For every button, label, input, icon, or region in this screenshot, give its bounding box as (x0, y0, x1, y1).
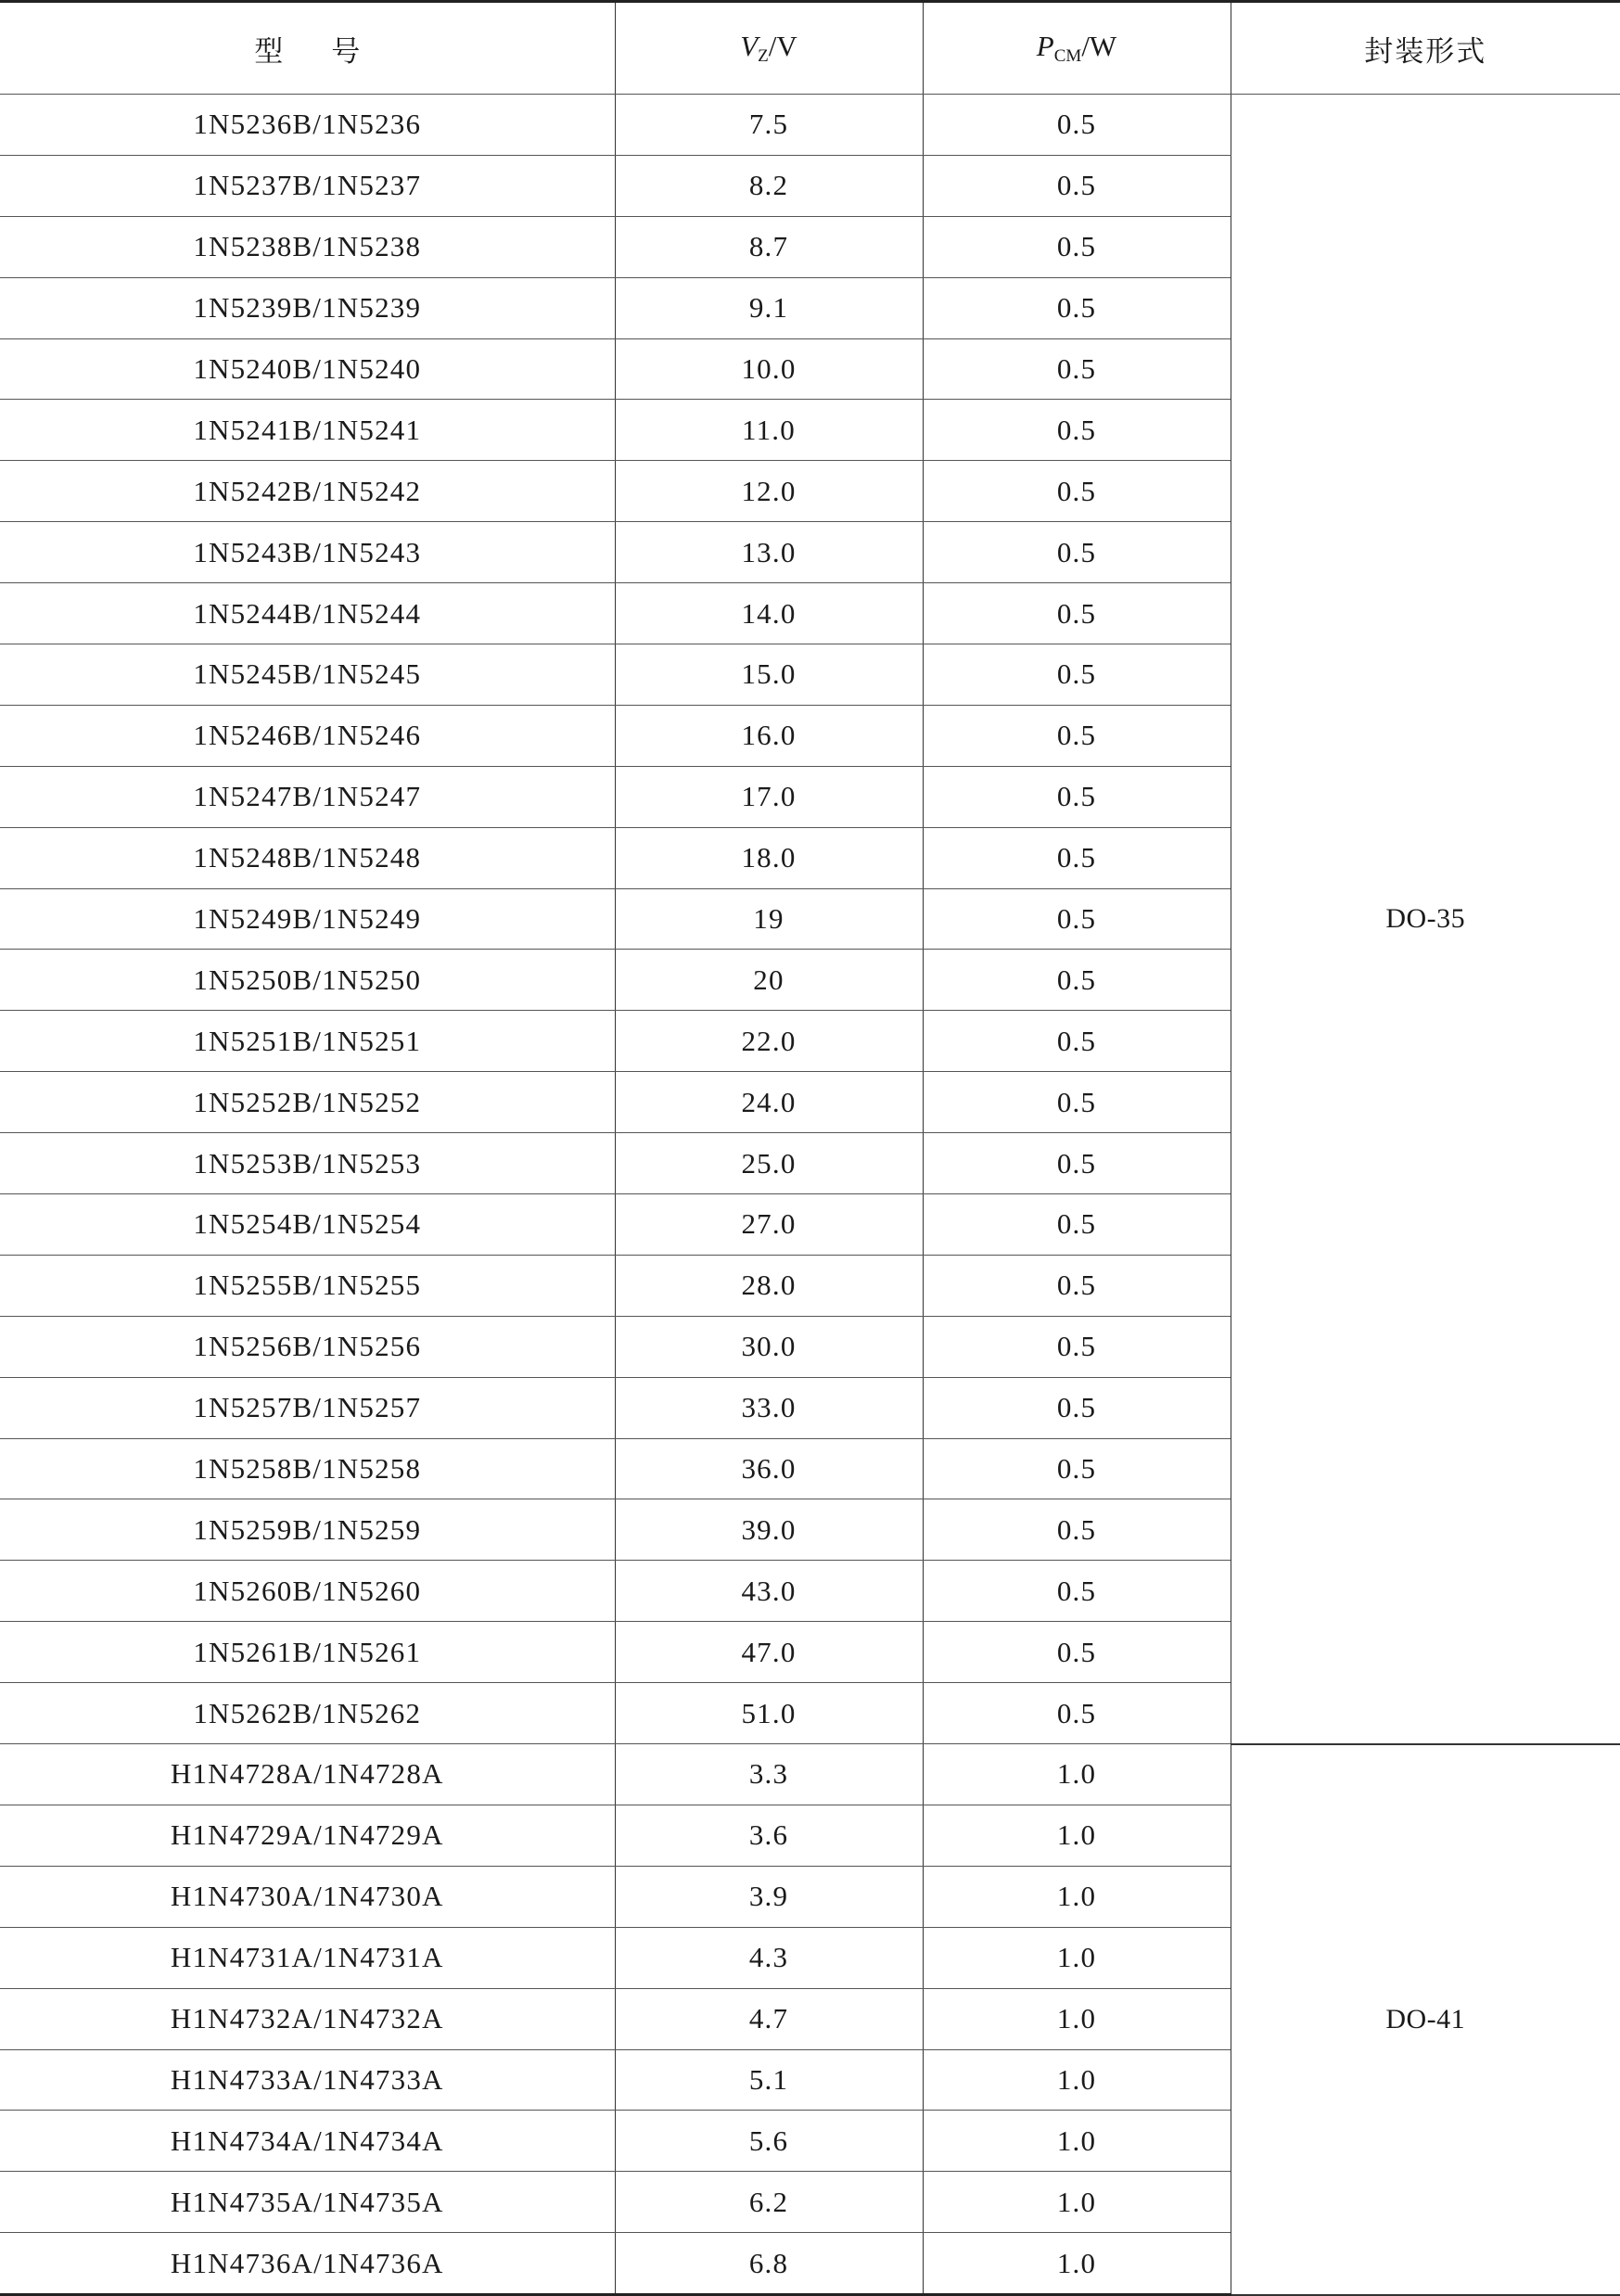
model-cell: 1N5243B/1N5243 (0, 522, 615, 583)
pcm-cell: 0.5 (923, 1622, 1231, 1683)
model-cell: 1N5236B/1N5236 (0, 95, 615, 156)
header-pcm-unit: /W (1081, 30, 1117, 62)
vz-cell: 3.3 (615, 1744, 923, 1805)
model-cell: H1N4730A/1N4730A (0, 1866, 615, 1927)
model-cell: 1N5238B/1N5238 (0, 216, 615, 277)
pcm-cell: 1.0 (923, 1744, 1231, 1805)
model-cell: 1N5262B/1N5262 (0, 1683, 615, 1744)
pcm-cell: 0.5 (923, 277, 1231, 338)
pcm-cell: 0.5 (923, 1499, 1231, 1561)
vz-cell: 15.0 (615, 644, 923, 706)
vz-cell: 33.0 (615, 1377, 923, 1438)
vz-cell: 39.0 (615, 1499, 923, 1561)
pcm-cell: 0.5 (923, 950, 1231, 1011)
header-pcm-symbol: P (1036, 30, 1054, 62)
vz-cell: 25.0 (615, 1133, 923, 1194)
vz-cell: 22.0 (615, 1011, 923, 1072)
model-cell: 1N5256B/1N5256 (0, 1316, 615, 1377)
pcm-cell: 0.5 (923, 1683, 1231, 1744)
package-cell: DO-41 (1231, 1744, 1620, 2295)
model-cell: H1N4735A/1N4735A (0, 2172, 615, 2233)
model-cell: 1N5252B/1N5252 (0, 1072, 615, 1133)
pcm-cell: 1.0 (923, 1927, 1231, 1988)
model-cell: 1N5245B/1N5245 (0, 644, 615, 706)
vz-cell: 30.0 (615, 1316, 923, 1377)
vz-cell: 8.2 (615, 155, 923, 216)
package-cell: DO-35 (1231, 95, 1620, 1744)
pcm-cell: 0.5 (923, 888, 1231, 950)
pcm-cell: 1.0 (923, 2233, 1231, 2295)
pcm-cell: 1.0 (923, 2172, 1231, 2233)
vz-cell: 51.0 (615, 1683, 923, 1744)
model-cell: H1N4729A/1N4729A (0, 1805, 615, 1866)
model-cell: H1N4734A/1N4734A (0, 2111, 615, 2172)
pcm-cell: 1.0 (923, 1866, 1231, 1927)
pcm-cell: 1.0 (923, 2111, 1231, 2172)
pcm-cell: 0.5 (923, 1316, 1231, 1377)
model-cell: 1N5254B/1N5254 (0, 1194, 615, 1256)
vz-cell: 3.9 (615, 1866, 923, 1927)
pcm-cell: 0.5 (923, 95, 1231, 156)
model-cell: 1N5247B/1N5247 (0, 766, 615, 827)
table-body (0, 95, 1620, 2295)
pcm-cell: 0.5 (923, 1072, 1231, 1133)
pcm-cell: 0.5 (923, 522, 1231, 583)
header-vz-symbol: V (740, 30, 759, 62)
pcm-cell: 0.5 (923, 705, 1231, 766)
model-cell: 1N5255B/1N5255 (0, 1255, 615, 1316)
header-package-label: 封装形式 (1364, 34, 1487, 68)
pcm-cell: 0.5 (923, 1377, 1231, 1438)
pcm-cell: 0.5 (923, 338, 1231, 400)
header-pcm (923, 2, 1231, 95)
model-cell: 1N5237B/1N5237 (0, 155, 615, 216)
header-package (1231, 2, 1620, 95)
vz-cell: 6.2 (615, 2172, 923, 2233)
vz-cell: 4.3 (615, 1927, 923, 1988)
pcm-cell: 0.5 (923, 766, 1231, 827)
vz-cell: 27.0 (615, 1194, 923, 1256)
model-cell: 1N5251B/1N5251 (0, 1011, 615, 1072)
vz-cell: 8.7 (615, 216, 923, 277)
vz-cell: 17.0 (615, 766, 923, 827)
model-cell: 1N5240B/1N5240 (0, 338, 615, 400)
pcm-cell: 1.0 (923, 1988, 1231, 2049)
model-cell: H1N4736A/1N4736A (0, 2233, 615, 2295)
pcm-cell: 0.5 (923, 155, 1231, 216)
vz-cell: 20 (615, 950, 923, 1011)
model-cell: 1N5241B/1N5241 (0, 400, 615, 461)
model-cell: 1N5239B/1N5239 (0, 277, 615, 338)
model-cell: H1N4731A/1N4731A (0, 1927, 615, 1988)
vz-cell: 36.0 (615, 1438, 923, 1499)
vz-cell: 14.0 (615, 583, 923, 644)
pcm-cell: 0.5 (923, 827, 1231, 888)
header-pcm-subscript: CM (1053, 46, 1082, 66)
model-cell: H1N4733A/1N4733A (0, 2049, 615, 2111)
vz-cell: 4.7 (615, 1988, 923, 2049)
header-vz-subscript: Z (758, 46, 769, 66)
pcm-cell: 0.5 (923, 1011, 1231, 1072)
pcm-cell: 0.5 (923, 400, 1231, 461)
header-row (0, 2, 1620, 95)
header-vz (615, 2, 923, 95)
model-cell: 1N5258B/1N5258 (0, 1438, 615, 1499)
vz-cell: 11.0 (615, 400, 923, 461)
model-cell: 1N5249B/1N5249 (0, 888, 615, 950)
pcm-cell: 1.0 (923, 2049, 1231, 2111)
header-model (0, 2, 615, 95)
table-row (0, 95, 1620, 156)
model-cell: 1N5257B/1N5257 (0, 1377, 615, 1438)
vz-cell: 3.6 (615, 1805, 923, 1866)
vz-cell: 13.0 (615, 522, 923, 583)
pcm-cell: 0.5 (923, 1255, 1231, 1316)
vz-cell: 5.1 (615, 2049, 923, 2111)
model-cell: 1N5242B/1N5242 (0, 461, 615, 522)
vz-cell: 19 (615, 888, 923, 950)
pcm-cell: 0.5 (923, 583, 1231, 644)
model-cell: 1N5261B/1N5261 (0, 1622, 615, 1683)
model-cell: H1N4728A/1N4728A (0, 1744, 615, 1805)
vz-cell: 28.0 (615, 1255, 923, 1316)
model-cell: 1N5244B/1N5244 (0, 583, 615, 644)
header-vz-unit: /V (768, 30, 797, 62)
pcm-cell: 0.5 (923, 1194, 1231, 1256)
pcm-cell: 1.0 (923, 1805, 1231, 1866)
header-model-label: 型号 (254, 34, 409, 68)
table-header (0, 2, 1620, 95)
vz-cell: 7.5 (615, 95, 923, 156)
model-cell: 1N5259B/1N5259 (0, 1499, 615, 1561)
vz-cell: 6.8 (615, 2233, 923, 2295)
model-cell: 1N5250B/1N5250 (0, 950, 615, 1011)
vz-cell: 16.0 (615, 705, 923, 766)
vz-cell: 9.1 (615, 277, 923, 338)
model-cell: 1N5253B/1N5253 (0, 1133, 615, 1194)
model-cell: 1N5248B/1N5248 (0, 827, 615, 888)
vz-cell: 18.0 (615, 827, 923, 888)
vz-cell: 12.0 (615, 461, 923, 522)
pcm-cell: 0.5 (923, 216, 1231, 277)
vz-cell: 47.0 (615, 1622, 923, 1683)
pcm-cell: 0.5 (923, 644, 1231, 706)
vz-cell: 5.6 (615, 2111, 923, 2172)
pcm-cell: 0.5 (923, 1561, 1231, 1622)
model-cell: 1N5246B/1N5246 (0, 705, 615, 766)
pcm-cell: 0.5 (923, 1438, 1231, 1499)
model-cell: H1N4732A/1N4732A (0, 1988, 615, 2049)
vz-cell: 43.0 (615, 1561, 923, 1622)
model-cell: 1N5260B/1N5260 (0, 1561, 615, 1622)
vz-cell: 10.0 (615, 338, 923, 400)
pcm-cell: 0.5 (923, 1133, 1231, 1194)
table-row (0, 1744, 1620, 1805)
pcm-cell: 0.5 (923, 461, 1231, 522)
vz-cell: 24.0 (615, 1072, 923, 1133)
